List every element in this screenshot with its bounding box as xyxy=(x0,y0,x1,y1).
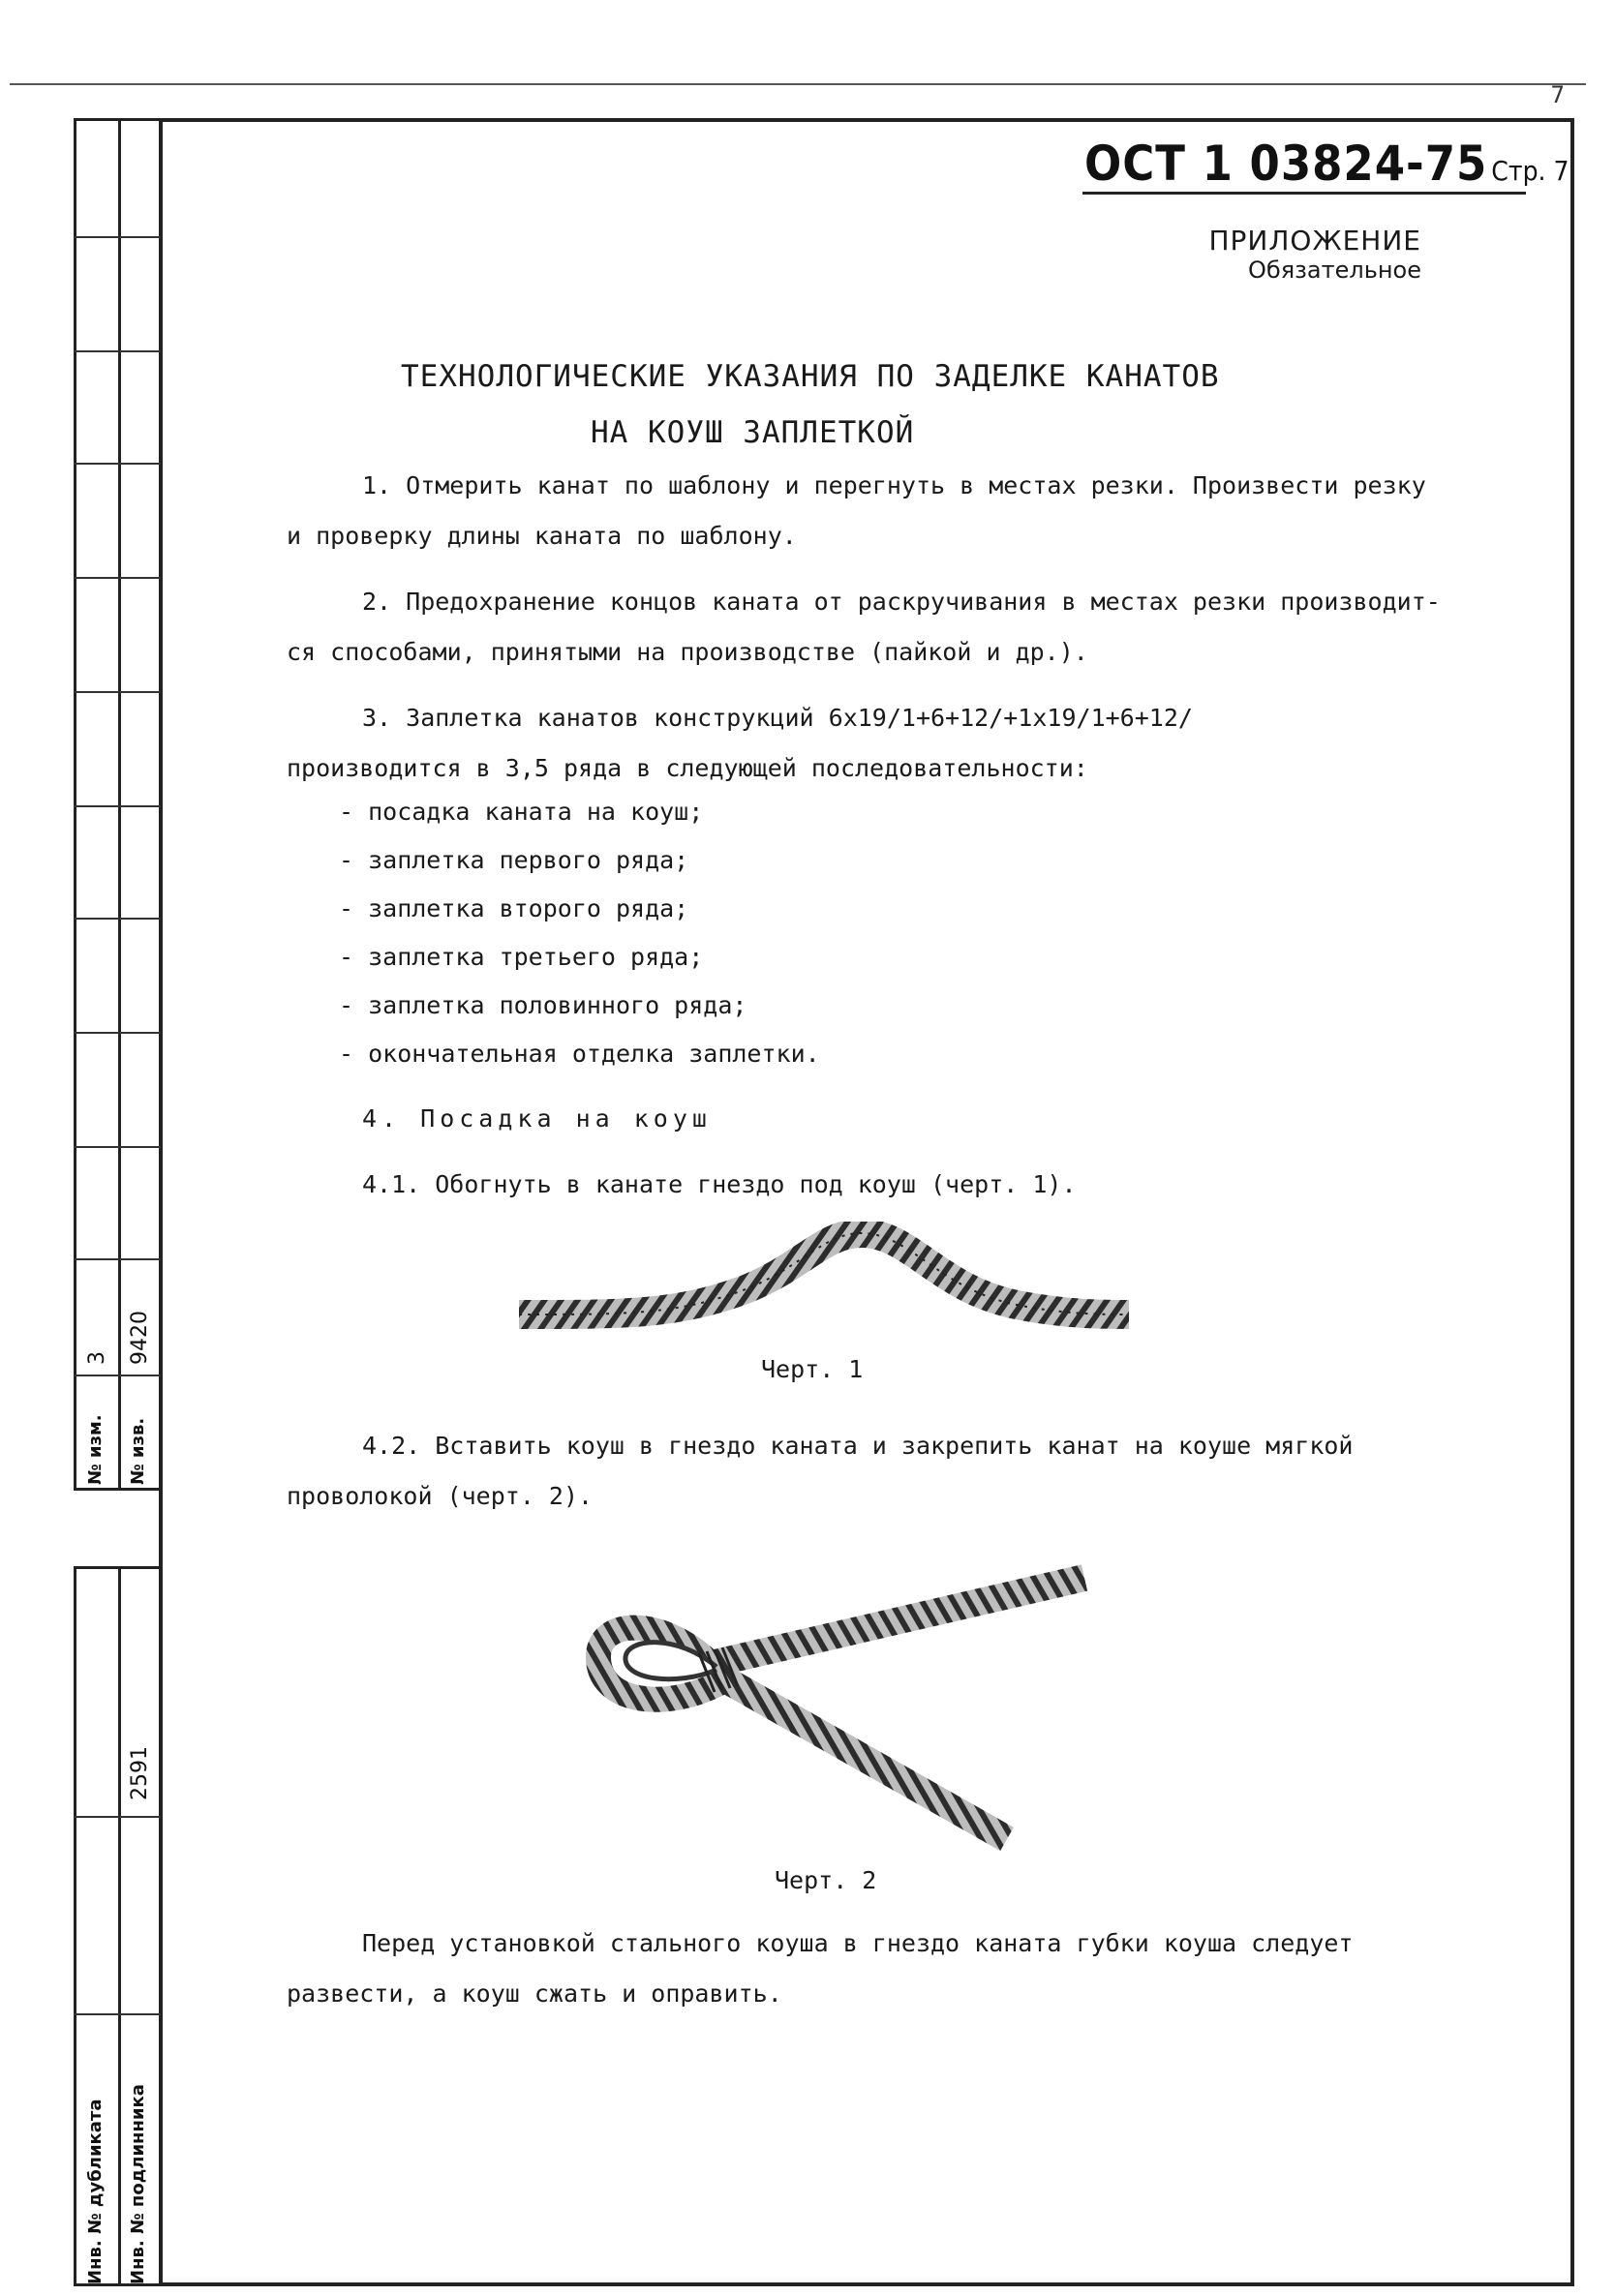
rail-row-line xyxy=(74,918,161,920)
paragraph-1-line-2: и проверку длины каната по шаблону. xyxy=(287,522,797,550)
rail-row-line xyxy=(74,1032,161,1034)
list-item: - заплетка первого ряда; xyxy=(339,846,689,874)
rail-row-line xyxy=(74,577,161,579)
paragraph-5-line-2: развести, а коуш сжать и оправить. xyxy=(287,1979,782,2008)
header-underline xyxy=(1082,192,1526,195)
change-no-value: 3 xyxy=(85,1351,109,1365)
inv-original-value: 2591 xyxy=(128,1746,152,1800)
paragraph-3 xyxy=(287,693,1478,794)
top-rule xyxy=(10,83,1586,85)
figure-2-caption: Черт. 2 xyxy=(775,1866,877,1894)
appendix-title: ПРИЛОЖЕНИЕ xyxy=(1208,225,1421,257)
rail-row-line xyxy=(74,1375,161,1376)
paragraph-4-2-line-1: 4.2. Вставить коуш в гнездо каната и закрепить канат на коуше мягкой xyxy=(362,1432,1354,1460)
paragraph-3-line-2: производится в 3,5 ряда в следующей последовательности: xyxy=(287,754,1088,782)
list-item: - заплетка второго ряда; xyxy=(339,894,689,922)
page-number: 7 xyxy=(1550,81,1565,108)
document-code-text: ОСТ 1 03824-75 xyxy=(1084,136,1488,192)
side-stamp-divider-lower xyxy=(118,1566,121,2286)
rope-thimble-figure xyxy=(581,1558,1104,1858)
rail-row-line xyxy=(74,463,161,465)
rail-row-line xyxy=(74,805,161,807)
paragraph-4-2-line-2: проволокой (черт. 2). xyxy=(287,1482,594,1510)
rope-bend-figure xyxy=(513,1222,1133,1347)
paragraph-5 xyxy=(287,1918,1478,2019)
rail-row-line xyxy=(74,1146,161,1148)
rail-row-line xyxy=(74,236,161,238)
list-item: - заплетка половинного ряда; xyxy=(339,991,747,1019)
inv-original-label: Инв. № подлинника xyxy=(128,2084,148,2284)
paragraph-3-line-1: 3. Заплетка канатов конструкций 6х19/1+6+12/+1х19/1+6+12/ xyxy=(362,704,1193,732)
section-title xyxy=(401,348,1466,461)
paragraph-4-1: 4.1. Обогнуть в канате гнездо под коуш (черт. 1). xyxy=(362,1170,1077,1198)
appendix-subtitle: Обязательное xyxy=(1248,257,1421,284)
list-item: - посадка каната на коуш; xyxy=(339,798,704,826)
inv-duplicate-label: Инв. № дубликата xyxy=(85,2099,106,2284)
paragraph-2-line-1: 2. Предохранение концов каната от раскручивания в местах резки производит- xyxy=(362,588,1441,616)
paragraph-1 xyxy=(287,461,1478,561)
figure-1-caption: Черт. 1 xyxy=(761,1355,864,1383)
rail-row-line xyxy=(74,1258,161,1260)
paragraph-4-2 xyxy=(287,1421,1478,1522)
paragraph-2-line-2: ся способами, принятыми на производстве (пайкой и др.). xyxy=(287,638,1088,666)
document-code xyxy=(1084,136,1569,192)
paragraph-2 xyxy=(287,577,1478,678)
rail-row-line xyxy=(74,2013,161,2015)
side-stamp-divider-upper xyxy=(118,118,121,1491)
rail-row-line xyxy=(74,350,161,352)
notice-no-label: № изв. xyxy=(128,1417,148,1485)
paragraph-1-line-1: 1. Отмерить канат по шаблону и перегнуть в местах резки. Произвести резку xyxy=(362,471,1426,499)
section-title-line2: НА КОУШ ЗАПЛЕТКОЙ xyxy=(591,415,915,450)
notice-no-value: 9420 xyxy=(128,1311,152,1365)
change-no-label: № изм. xyxy=(85,1414,106,1485)
page-label: Стр. 7 xyxy=(1491,155,1569,187)
rail-row-line xyxy=(74,1816,161,1818)
rail-row-line xyxy=(74,691,161,693)
section-title-line1: ТЕХНОЛОГИЧЕСКИЕ УКАЗАНИЯ ПО ЗАДЕЛКЕ КАНАТОВ xyxy=(401,359,1220,394)
list-item: - заплетка третьего ряда; xyxy=(339,943,704,971)
paragraph-5-line-1: Перед установкой стального коуша в гнездо каната губки коуша следует xyxy=(362,1929,1354,1957)
section-4-heading: 4. Посадка на коуш xyxy=(362,1104,712,1133)
steps-list xyxy=(287,788,1478,1078)
list-item: - окончательная отделка заплетки. xyxy=(339,1040,820,1068)
appendix-block xyxy=(1208,225,1421,284)
